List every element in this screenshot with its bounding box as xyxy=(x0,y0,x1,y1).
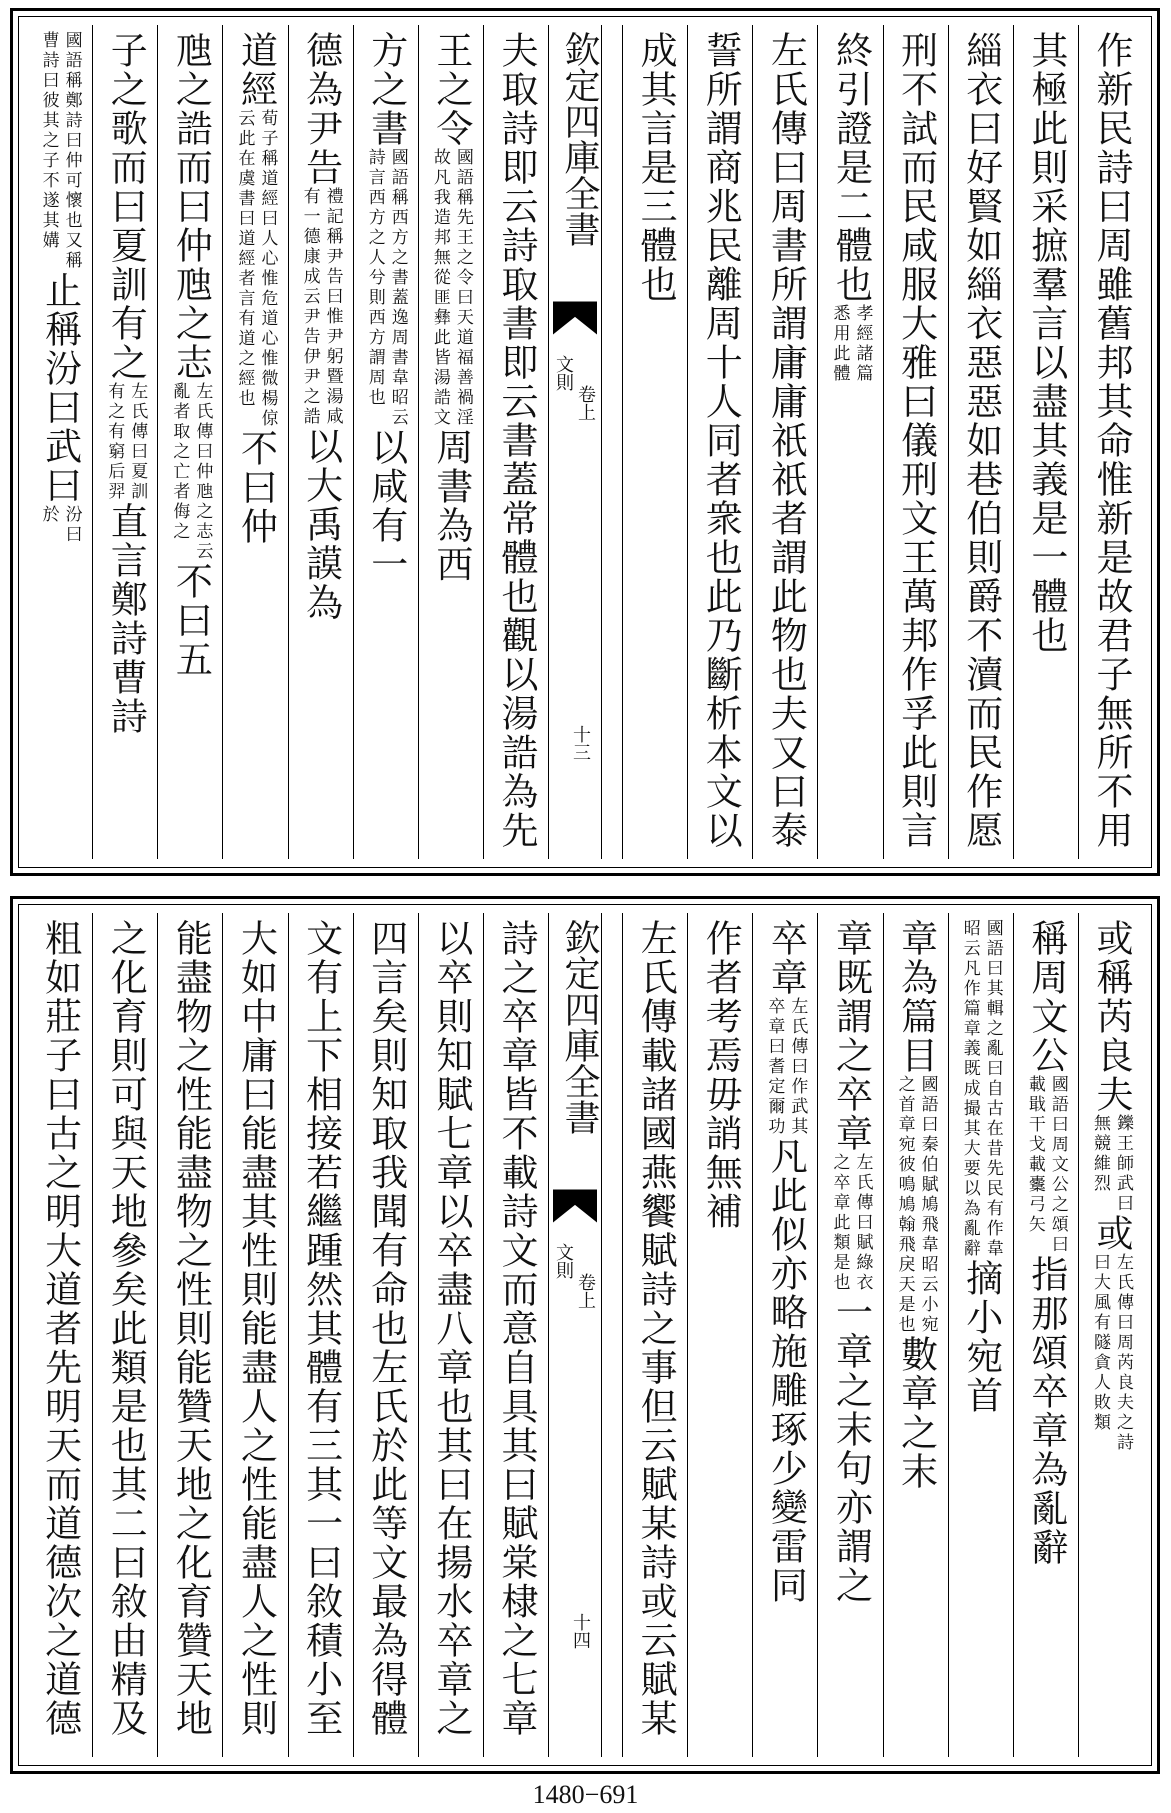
annotation-text: 國語稱先王之令曰天道福善禍淫故凡我造邦無從匪彝此皆湯誥文 xyxy=(429,148,473,428)
main-text: 章既謂之卒章 xyxy=(829,919,873,1153)
annotation-text: 左氏傳曰仲虺之志云亂者取之亡者侮之 xyxy=(169,382,213,562)
column-flow xyxy=(97,919,153,1753)
column-flow xyxy=(692,919,748,1753)
main-text: 數章之末 xyxy=(894,1335,938,1491)
main-text: 文有上下相接若繼踵然其體有三其一曰敘積小至 xyxy=(299,919,343,1738)
annotation-text: 國語稱西方之書蓋逸周書韋昭云詩言西方之人兮則西方謂周也 xyxy=(364,148,408,428)
main-text: 之化育則可與天地參矣此類是也其二曰敘由精及 xyxy=(104,919,148,1738)
main-text: 止稱汾曰武曰 xyxy=(38,271,82,505)
annotation-text: 禮記稱尹告曰惟尹躬暨湯咸有一德康成云尹告伊尹之誥 xyxy=(299,187,343,427)
main-text: 周書為西 xyxy=(429,428,473,584)
section-name: 文則 xyxy=(553,1243,574,1279)
main-text: 不曰五 xyxy=(169,562,213,679)
column-flow xyxy=(627,31,683,855)
juan-label: 卷上 xyxy=(575,1273,596,1309)
text-column xyxy=(1078,913,1143,1757)
main-text: 道經 xyxy=(234,31,278,109)
column-flow xyxy=(358,919,414,1753)
column-flow xyxy=(31,919,88,1753)
column-flow xyxy=(423,919,479,1753)
main-text: 緇衣曰好賢如緇衣惡惡如巷伯則爵不瀆而民作愿 xyxy=(959,31,1003,850)
column-flow xyxy=(31,31,88,855)
column-flow xyxy=(692,31,748,855)
annotation-text: 國語稱鄭詩曰仲可懷也又稱曹詩曰彼其之子不遂其媾 xyxy=(38,31,82,271)
main-text: 或 xyxy=(1089,1214,1133,1253)
main-text: 直言鄭詩曹詩 xyxy=(104,502,148,736)
main-text: 凡此似亦略施雕琢少變雷同 xyxy=(764,1137,808,1605)
main-text: 作新民詩曰周雖舊邦其命惟新是故君子無所不用 xyxy=(1089,31,1133,850)
column-flow xyxy=(953,31,1009,855)
column-flow xyxy=(97,31,153,855)
annotation-text: 國語曰秦伯賦鳩飛韋昭云小宛之首章宛彼鳴鳩翰飛戾天是也 xyxy=(894,1075,938,1335)
main-text: 以咸有一 xyxy=(364,428,408,584)
fishtail-mark-icon xyxy=(553,301,597,335)
main-text: 終引證是二體也 xyxy=(829,31,873,304)
column-flow xyxy=(423,31,479,855)
text-column xyxy=(92,25,157,859)
main-text: 左氏傳曰周書所謂庸庸祇祇者謂此物也夫又曰泰 xyxy=(764,31,808,850)
main-text: 或稱芮良夫 xyxy=(1089,919,1133,1114)
main-text: 能盡物之性能盡物之性則能贊天地之化育贊天地 xyxy=(169,919,213,1738)
folio-number: 十三 xyxy=(570,725,591,761)
section-name: 文則 xyxy=(553,355,574,391)
column-flow xyxy=(1018,31,1074,855)
text-column xyxy=(418,913,483,1757)
column-flow xyxy=(358,31,414,855)
annotation-text: 國語曰周文公之頌曰載戢干戈載櫜弓矢 xyxy=(1024,1075,1068,1255)
annotation-text: 孝經諸篇悉用此體 xyxy=(829,304,873,384)
top-columns xyxy=(27,25,1143,859)
annotation-text: 左氏傳曰夏訓有之有窮后羿 xyxy=(104,382,148,502)
main-text: 一章之末句亦謂之 xyxy=(829,1293,873,1605)
text-column xyxy=(752,25,817,859)
main-text: 以大禹謨為 xyxy=(299,427,343,622)
main-text: 章為篇目 xyxy=(894,919,938,1075)
column-flow xyxy=(488,919,544,1753)
column-flow xyxy=(822,919,878,1753)
bottom-columns xyxy=(27,913,1143,1757)
center-fold-spine xyxy=(548,913,602,1757)
book-title: 欽定四庫全書 xyxy=(559,31,600,247)
juan-label: 卷上 xyxy=(575,385,596,421)
column-flow xyxy=(227,919,283,1753)
text-column xyxy=(1013,25,1078,859)
main-text: 誓所謂商兆民離周十人同者衆也此乃斷析本文以 xyxy=(699,31,743,850)
column-flow xyxy=(162,31,218,855)
main-text: 作者考焉毋誚無補 xyxy=(699,919,743,1231)
text-column xyxy=(92,913,157,1757)
annotation-text: 國語曰其輯之亂曰自古在昔先民有作韋昭云凡作篇章義既成撮其大要以為亂辭 xyxy=(959,919,1003,1259)
main-text: 詩之卒章皆不載詩文而意自具其曰賦棠棣之七章 xyxy=(494,919,538,1738)
column-flow xyxy=(1083,31,1139,855)
main-text: 其極此則采摭羣言以盡其義是一體也 xyxy=(1024,31,1068,655)
column-flow xyxy=(757,919,813,1753)
column-flow xyxy=(227,31,283,855)
center-fold-spine xyxy=(548,25,602,859)
text-column xyxy=(418,25,483,859)
annotation-text: 左氏傳曰作武其卒章曰耆定爾功 xyxy=(764,997,808,1137)
fishtail-mark-icon xyxy=(553,1189,597,1223)
column-flow xyxy=(888,31,944,855)
main-text: 方之書 xyxy=(364,31,408,148)
column-flow xyxy=(1083,919,1139,1753)
text-column xyxy=(948,25,1013,859)
text-column xyxy=(157,25,222,859)
main-text: 不曰仲 xyxy=(234,429,278,546)
main-text: 左氏傳載諸國燕饗賦詩之事但云賦某詩或云賦某 xyxy=(634,919,678,1738)
text-column xyxy=(622,25,687,859)
text-column xyxy=(687,25,752,859)
annotation-text: 荀子稱道經曰人心惟危道心惟微楊倞云此在虞書曰道經者言有道之經也 xyxy=(234,109,278,429)
text-column xyxy=(948,913,1013,1757)
main-text: 虺之誥而曰仲虺之志 xyxy=(169,31,213,382)
column-flow xyxy=(162,919,218,1753)
column-flow xyxy=(953,919,1009,1753)
text-column xyxy=(27,913,92,1757)
column-flow xyxy=(822,31,878,855)
column-flow xyxy=(488,31,544,855)
main-text: 指那頌卒章為亂辭 xyxy=(1024,1255,1068,1567)
column-flow xyxy=(627,919,683,1753)
column-flow xyxy=(888,919,944,1753)
bottom-page-frame xyxy=(10,896,1160,1774)
main-text: 夫取詩即云詩取書即云書蓋常體也觀以湯誥為先 xyxy=(494,31,538,850)
text-column xyxy=(883,913,948,1757)
folio-number: 十四 xyxy=(570,1613,591,1649)
main-text: 大如中庸曰能盡其性則能盡人之性能盡人之性則 xyxy=(234,919,278,1738)
text-column xyxy=(883,25,948,859)
top-page-frame xyxy=(10,8,1160,876)
main-text: 四言矣則知取我聞有命也左氏於此等文最為得體 xyxy=(364,919,408,1738)
text-column xyxy=(817,25,882,859)
text-column xyxy=(288,913,353,1757)
main-text: 卒章 xyxy=(764,919,808,997)
main-text: 子之歌而曰夏訓有之 xyxy=(104,31,148,382)
text-column xyxy=(817,913,882,1757)
annotation-text: 汾曰於 xyxy=(38,505,82,545)
annotation-text: 左氏傳曰周芮良夫之詩曰大風有隧貪人敗類 xyxy=(1089,1253,1133,1453)
text-column xyxy=(222,25,287,859)
text-column xyxy=(288,25,353,859)
main-text: 德為尹告 xyxy=(299,31,343,187)
text-column xyxy=(752,913,817,1757)
page-reference: 1480−691 xyxy=(532,1780,639,1809)
main-text: 以卒則知賦七章以卒盡八章也其曰在揚水卒章之 xyxy=(429,919,473,1738)
text-column xyxy=(687,913,752,1757)
text-column xyxy=(157,913,222,1757)
column-flow xyxy=(293,31,349,855)
column-flow xyxy=(293,919,349,1753)
text-column xyxy=(1013,913,1078,1757)
main-text: 摘小宛首 xyxy=(959,1259,1003,1415)
main-text: 稱周文公 xyxy=(1024,919,1068,1075)
annotation-text: 左氏傳曰賦綠衣之卒章此類是也 xyxy=(829,1153,873,1293)
main-text: 粗如莊子曰古之明大道者先明天而道德次之道德 xyxy=(38,919,82,1738)
main-text: 成其言是三體也 xyxy=(634,31,678,304)
book-title: 欽定四庫全書 xyxy=(559,919,600,1135)
text-column xyxy=(483,25,548,859)
text-column xyxy=(353,25,418,859)
column-flow xyxy=(1018,919,1074,1753)
column-flow xyxy=(757,31,813,855)
annotation-text: 鑠王師武曰無競維烈 xyxy=(1089,1114,1133,1214)
text-column xyxy=(483,913,548,1757)
text-column xyxy=(353,913,418,1757)
main-text: 刑不試而民咸服大雅曰儀刑文王萬邦作孚此則言 xyxy=(894,31,938,850)
text-column xyxy=(222,913,287,1757)
text-column xyxy=(1078,25,1143,859)
text-column xyxy=(622,913,687,1757)
main-text: 王之令 xyxy=(429,31,473,148)
text-column xyxy=(27,25,92,859)
